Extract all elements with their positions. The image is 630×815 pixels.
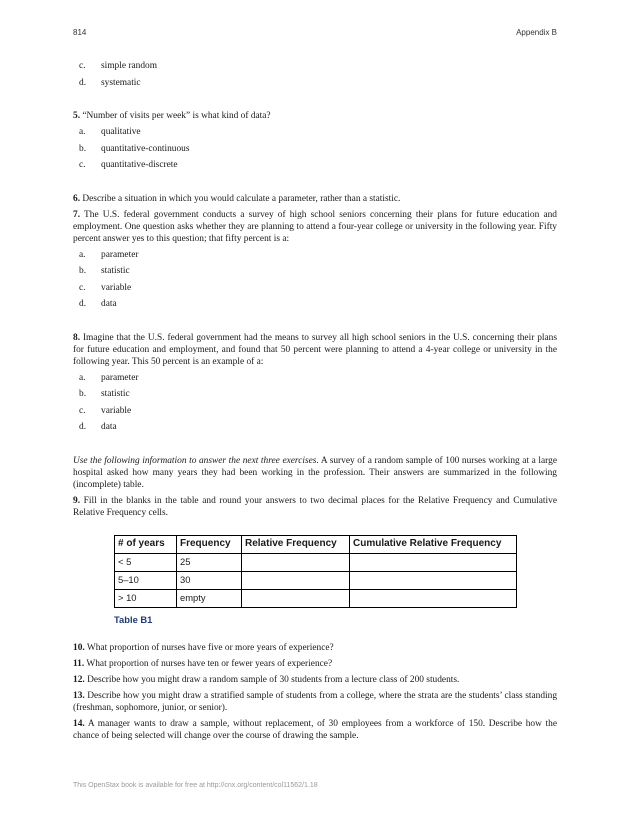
option-letter: d. [79, 299, 87, 309]
option-letter: b. [79, 389, 87, 399]
question-number: 12. [73, 674, 85, 685]
page-number: 814 [73, 28, 87, 37]
table-row [115, 553, 517, 571]
question-text: Describe how you might draw a random sample of 30 students from a lecture class of 200 students. [87, 674, 460, 685]
question-text: Describe how you might draw a stratified sample of students from a college, where the strata are the students’ class standing (freshman, sophomore, junior, or senior). [73, 690, 557, 713]
question-number: 7. [73, 209, 81, 220]
question-number: 10. [73, 642, 85, 653]
option-text: quantitative-continuous [101, 143, 190, 154]
column-header: Cumulative Relative Frequency [350, 535, 517, 553]
table-header-row [115, 535, 517, 553]
question-6 [73, 193, 557, 205]
question-9 [73, 495, 557, 519]
intro-text: A survey of a random sample of 100 nurses working at a large hospital asked how many years they had been working in the profession. Their answers are summarized in the following (incomplete) table. [73, 455, 557, 490]
option-item [73, 421, 557, 438]
option-text: data [101, 299, 117, 309]
question-13 [73, 690, 557, 714]
question-number: 9. [73, 495, 81, 506]
question-text: “Number of visits per week” is what kind of data? [82, 111, 271, 121]
question-text: Describe a situation in which you would calculate a parameter, rather than a statistic. [82, 193, 401, 204]
table-cell: < 5 [115, 553, 177, 571]
option-item [73, 249, 557, 266]
option-letter: c. [79, 160, 86, 170]
option-text: quantitative-discrete [101, 160, 178, 170]
option-text: qualitative [101, 127, 141, 137]
question-14 [73, 718, 557, 742]
question-text: Fill in the blanks in the table and round your answers to two decimal places for the Relative Frequency and Cumulative Relative Frequency cells. [73, 495, 557, 518]
option-item [73, 126, 557, 143]
question-number: 8. [73, 332, 81, 343]
table-cell [350, 553, 517, 571]
option-text: data [101, 422, 117, 432]
option-item [73, 388, 557, 405]
question-text: Imagine that the U.S. federal government had the means to survey all high school seniors in the U.S. concerning their plans for future education and employment, and found that 50 percent were planning to attend a 4-year college or university in the following year. This 50 percent is an example of a: [73, 332, 558, 367]
option-letter: d. [79, 77, 87, 88]
question-5 [73, 110, 557, 122]
question-number: 14. [73, 718, 85, 729]
question-number: 6. [73, 193, 81, 204]
table-cell [242, 589, 350, 607]
option-item [73, 265, 557, 282]
question-11 [73, 658, 557, 670]
page-content [73, 60, 557, 742]
option-text: variable [101, 282, 132, 293]
column-header: Frequency [177, 535, 242, 553]
option-item [73, 159, 557, 176]
question-number: 5. [73, 111, 81, 121]
question-number: 11. [73, 658, 85, 669]
running-header: Appendix B [516, 28, 557, 37]
option-text: simple random [101, 61, 157, 71]
option-item [73, 77, 557, 94]
intro-italic: Use the following information to answer the next three exercises. [73, 455, 319, 466]
question-text: What proportion of nurses have ten or fewer years of experience? [86, 658, 333, 669]
option-item [73, 143, 557, 160]
exercise-intro [73, 455, 557, 491]
option-item [73, 372, 557, 389]
question-number: 13. [73, 690, 85, 701]
table-row [115, 589, 517, 607]
option-letter: c. [79, 282, 86, 293]
option-text: systematic [101, 77, 141, 88]
option-letter: b. [79, 143, 87, 154]
option-letter: a. [79, 249, 86, 260]
table-cell [242, 553, 350, 571]
option-letter: c. [79, 405, 86, 416]
option-letter: b. [79, 266, 87, 276]
table-cell: 25 [177, 553, 242, 571]
option-text: parameter [101, 372, 139, 383]
question-10 [73, 642, 557, 654]
question-12 [73, 674, 557, 686]
table-caption: Table B1 [114, 613, 153, 625]
table-cell: 5–10 [115, 571, 177, 589]
option-letter: c. [79, 61, 86, 71]
option-text: parameter [101, 249, 139, 260]
option-letter: a. [79, 127, 86, 137]
option-letter: a. [79, 372, 86, 383]
option-item [73, 405, 557, 422]
table-row [115, 571, 517, 589]
question-text: A manager wants to draw a sample, without replacement, of 30 employees from a workforce of 150. Describe how the chance of being selected will change over the course of drawing the sample. [73, 718, 557, 741]
question-text: What proportion of nurses have five or more years of experience? [86, 642, 334, 653]
table-cell [350, 571, 517, 589]
table-cell [242, 571, 350, 589]
option-letter: d. [79, 422, 87, 432]
page-footer: This OpenStax book is available for free at http://cnx.org/content/col11562/1.18 [73, 782, 318, 789]
table-cell: > 10 [115, 589, 177, 607]
table-cell: 30 [177, 571, 242, 589]
table-cell [350, 589, 517, 607]
table-cell: empty [177, 589, 242, 607]
option-item [73, 60, 557, 77]
option-item [73, 298, 557, 315]
option-text: statistic [101, 389, 130, 399]
column-header: # of years [115, 535, 177, 553]
option-text: variable [101, 405, 132, 416]
option-item [73, 282, 557, 299]
question-8 [73, 332, 557, 368]
question-text: The U.S. federal government conducts a survey of high school seniors concerning their plans for future education and employment. One question asks whether they are planning to attend a four-year college or university in the following year. Fifty percent answer yes to this question; that fifty percent is a: [73, 209, 557, 244]
column-header: Relative Frequency [242, 535, 350, 553]
frequency-table [114, 535, 517, 608]
question-7 [73, 209, 557, 245]
option-text: statistic [101, 266, 130, 276]
